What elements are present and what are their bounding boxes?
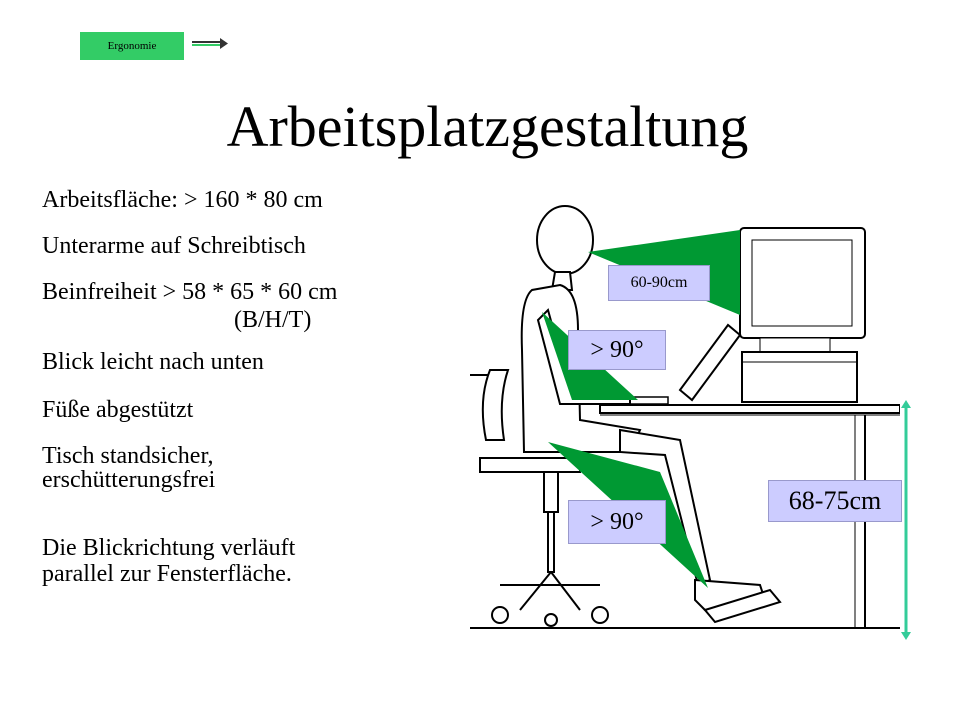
bullet-direction-line1: Die Blickrichtung verläuft <box>42 535 296 561</box>
bullet-forearms: Unterarme auf Schreibtisch <box>42 233 306 259</box>
knee-angle-label: > 90° <box>568 500 666 544</box>
bullet-work-surface: Arbeitsfläche: > 160 * 80 cm <box>42 187 323 213</box>
elbow-angle-label: > 90° <box>568 330 666 370</box>
bullet-direction-line2: parallel zur Fensterfläche. <box>42 561 292 587</box>
bullet-legroom-units: (B/H/T) <box>234 307 312 333</box>
workstation-illustration <box>460 190 900 640</box>
bullet-feet: Füße abgestützt <box>42 397 194 423</box>
page-title: Arbeitsplatzgestaltung <box>226 94 749 159</box>
desk-height-label: 68-75cm <box>768 480 902 522</box>
bullet-legroom: Beinfreiheit > 58 * 65 * 60 cm <box>42 279 338 305</box>
desk-height-indicator <box>900 400 912 640</box>
bullet-table-line1: Tisch standsicher, <box>42 443 214 469</box>
arrow-right-icon[interactable] <box>190 36 230 52</box>
ergonomie-nav-button[interactable]: Ergonomie <box>80 32 184 60</box>
monitor-illustration <box>740 228 865 402</box>
viewing-distance-label: 60-90cm <box>608 265 710 301</box>
bullet-gaze: Blick leicht nach unten <box>42 349 264 375</box>
bullet-table-line2: erschütterungsfrei <box>42 467 216 493</box>
document-holder-illustration <box>680 325 740 400</box>
